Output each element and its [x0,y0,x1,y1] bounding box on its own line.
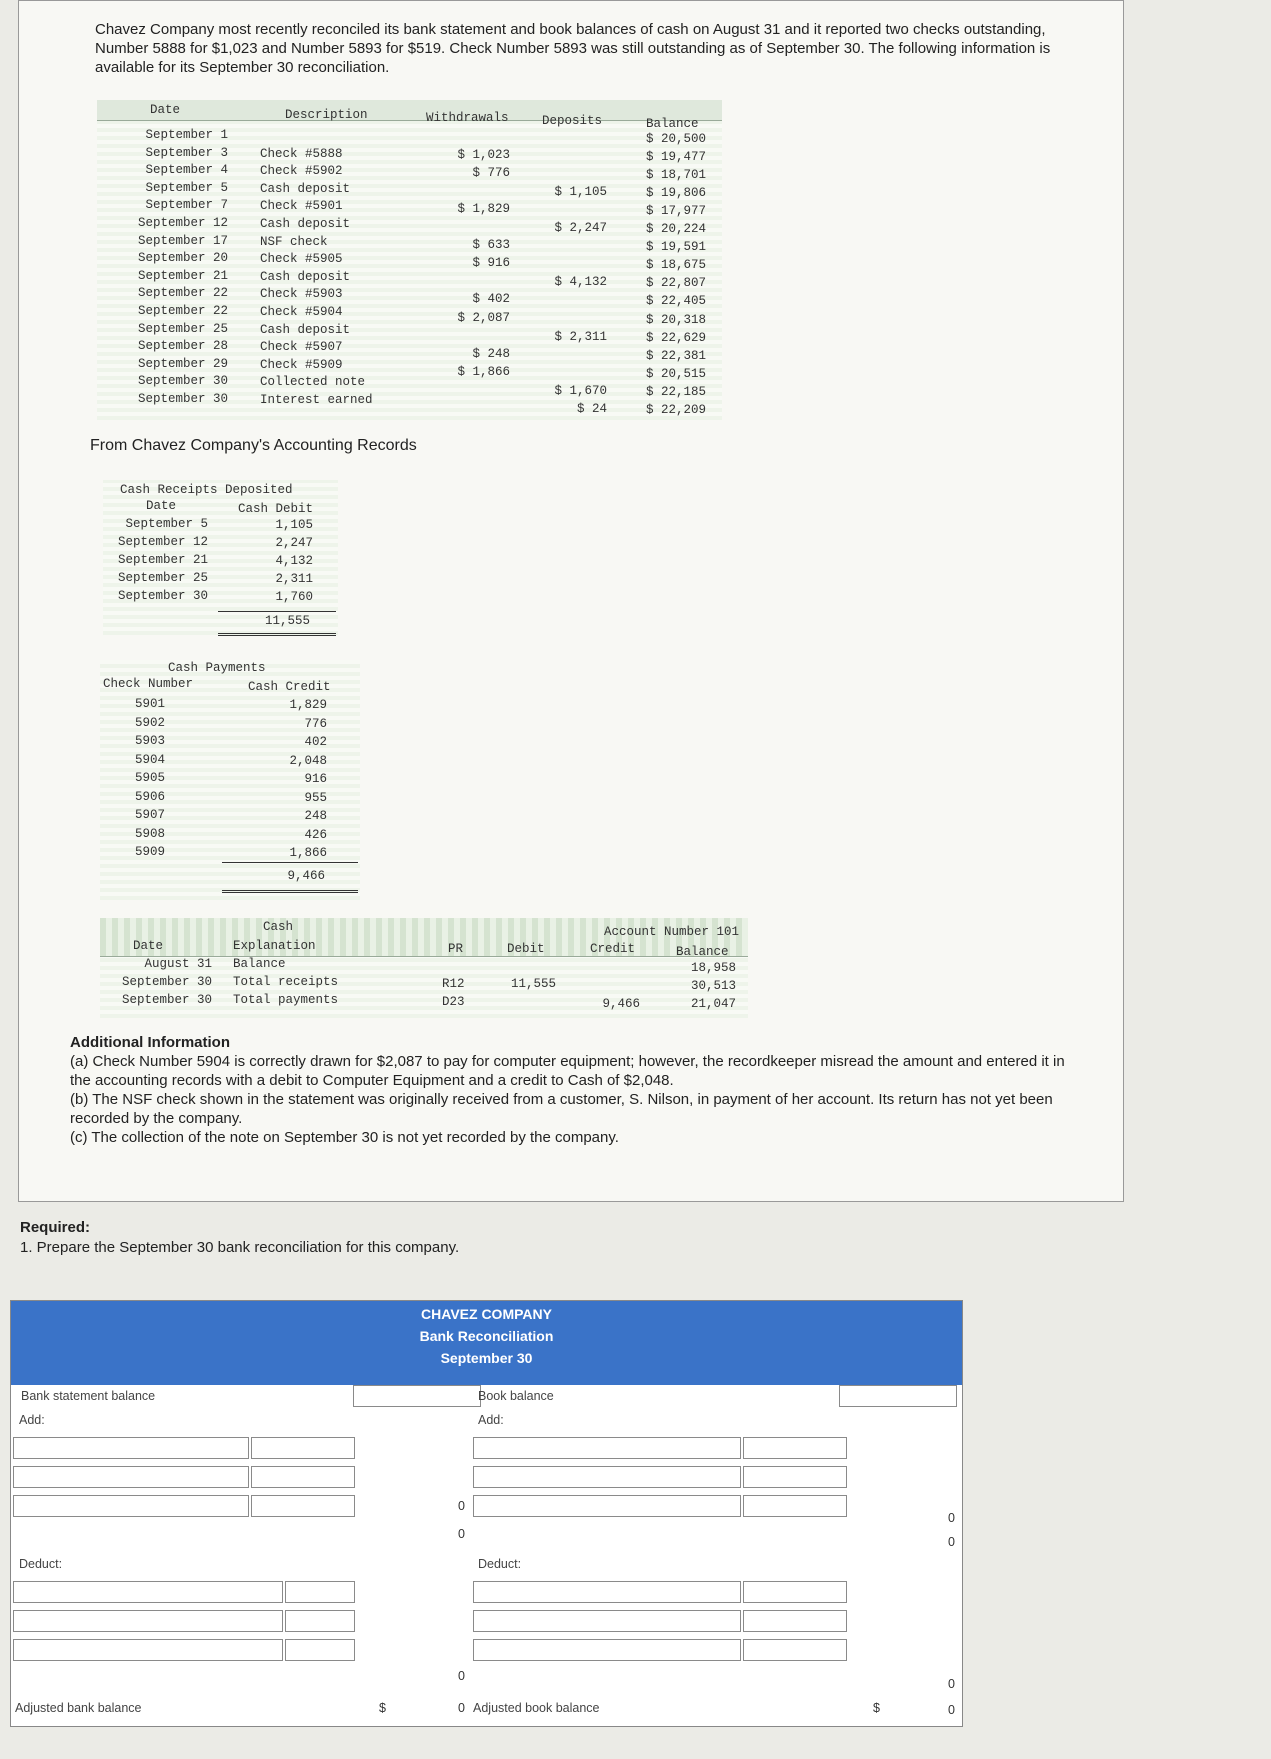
col-deposits: Deposits [542,114,603,128]
bank-statement-balance-input[interactable] [353,1385,481,1407]
bank-row-description: Cash deposit [260,181,351,196]
ledger-pr: D23 [442,995,465,1009]
payments-double-line [222,890,358,893]
ledger-balance: 18,958 [690,961,736,975]
bank-deduct-desc-3[interactable] [13,1639,283,1661]
bank-row-withdrawal: $ 916 [472,256,510,271]
book-add-subtotal: 0 [948,1511,955,1525]
bank-deduct-desc-2[interactable] [13,1610,283,1632]
payments-col-credit: Cash Credit [248,680,331,694]
bank-row-date: September 22 [137,286,228,301]
bank-row-withdrawal: $ 248 [472,346,510,361]
payments-title: Cash Payments [168,661,266,675]
adjusted-bank-dollar: $ [379,1701,386,1715]
bank-row-balance: $ 19,477 [646,150,707,165]
ledger-col-expl: Explanation [233,939,316,953]
bank-row-balance: $ 19,591 [646,240,707,255]
bank-row-withdrawal: $ 2,087 [457,310,510,325]
payments-col-check: Check Number [103,677,194,691]
bank-row-description: Cash deposit [260,269,351,284]
book-add-amt-3[interactable] [743,1495,847,1517]
payment-check-number: 5907 [135,808,166,822]
reconciliation-header [11,1301,962,1385]
additional-title: Additional Information [70,1034,230,1051]
ledger-explanation: Total receipts [233,975,339,989]
bank-statement-header [97,100,722,121]
payment-amount: 1,866 [289,846,327,860]
bank-row-description: Check #5907 [260,340,343,355]
bank-row-description: Cash deposit [260,217,351,231]
payment-check-number: 5905 [135,771,166,785]
intro-text: Chavez Company most recently reconciled its bank statement and book balances of cash on August 31 and it reported two checks outstanding, Number 5888 for $1,023 and Number 5893 for $519. Check Number 5893 was still outstanding as of September 30. The following information is available for its September 30 reconciliation. [95,21,1051,76]
book-add-amt-2[interactable] [743,1466,847,1488]
additional-information [70,1033,1080,1147]
bank-row-deposit: $ 1,105 [554,185,607,200]
bank-row-deposit: $ 1,670 [554,383,607,398]
receipts-double-line [218,633,336,636]
required-task: 1. Prepare the September 30 bank reconciliation for this company. [20,1239,460,1256]
bank-row-date: September 1 [145,128,228,142]
bank-row-balance: $ 22,209 [646,402,707,417]
bank-row-withdrawal: $ 402 [472,292,510,307]
bank-row-description: Check #5902 [260,164,343,179]
adjusted-book-balance-label: Adjusted book balance [473,1701,600,1715]
bank-deduct-amt-3[interactable] [285,1639,355,1661]
bank-add-desc-2[interactable] [13,1466,249,1488]
col-withdrawals: Withdrawals [426,111,509,125]
additional-a: (a) Check Number 5904 is correctly drawn for $2,087 to pay for computer equipment; however, the recordkeeper misread the amount and entered it in the accounting records with a debit to Computer Equipment and a credit to Cash of $2,048. [70,1053,1065,1089]
ledger-pr: R12 [442,977,465,991]
bank-row-description: Check #5888 [260,146,343,161]
bank-row-balance: $ 20,224 [646,222,707,237]
receipt-amount: 4,132 [275,554,313,568]
bank-row-date: September 30 [137,374,228,389]
required-section [20,1218,459,1258]
bank-row-date: September 25 [137,321,228,336]
book-deduct-desc-2[interactable] [473,1610,741,1632]
receipts-col-date: Date [146,499,177,513]
bank-row-balance: $ 22,405 [646,294,707,309]
records-title: From Chavez Company's Accounting Records [90,437,417,454]
additional-c: (c) The collection of the note on September 30 is not yet recorded by the company. [70,1129,619,1146]
receipt-date: September 5 [125,517,208,531]
payment-check-number: 5904 [135,752,166,767]
col-description: Description [285,108,368,122]
bank-row-description: Collected note [260,375,366,390]
ledger-debit: 11,555 [510,977,556,991]
payments-total: 9,466 [287,869,325,883]
bank-row-balance: $ 19,806 [646,186,707,201]
ledger-col-debit: Debit [507,942,545,956]
payment-check-number: 5908 [135,826,166,841]
bank-add-total: 0 [458,1527,465,1541]
book-add-label: Add: [478,1413,504,1427]
ledger-col-balance: Balance [676,945,729,959]
bank-statement-balance-label: Bank statement balance [21,1389,156,1403]
bank-row-description: Cash deposit [260,322,351,337]
bank-row-withdrawal: $ 1,829 [457,202,510,217]
bank-row-description: Check #5904 [260,305,343,319]
payment-amount: 426 [304,827,327,842]
book-balance-input[interactable] [839,1385,957,1407]
bank-row-deposit: $ 24 [576,401,607,416]
book-deduct-amt-2[interactable] [743,1610,847,1632]
bank-row-date: September 21 [137,268,228,283]
recon-date: September 30 [440,1350,533,1366]
bank-add-amt-1[interactable] [251,1437,355,1459]
bank-add-amt-2[interactable] [251,1466,355,1488]
col-balance: Balance [646,117,699,131]
payment-amount: 248 [304,809,327,823]
bank-row-balance: $ 20,500 [646,132,707,146]
bank-row-date: September 3 [145,145,228,160]
receipt-amount: 2,247 [275,536,313,550]
bank-deduct-amt-1[interactable] [285,1581,355,1603]
bank-row-description: Interest earned [260,393,373,407]
ledger-col-pr: PR [448,942,464,956]
bank-reconciliation-form [10,1300,963,1727]
payment-amount: 2,048 [289,753,327,768]
receipt-date: September 30 [117,589,208,603]
ledger-date: September 30 [121,975,212,989]
bank-deduct-label: Deduct: [19,1557,63,1571]
adjusted-bank-balance-value: 0 [458,1701,465,1715]
ledger-account: Account Number 101 [604,925,740,939]
col-date: Date [150,103,181,117]
payment-check-number: 5906 [135,789,166,804]
ledger-col-credit: Credit [590,942,636,956]
bank-deduct-total: 0 [458,1669,465,1683]
bank-row-date: September 4 [145,163,228,178]
bank-row-balance: $ 20,515 [646,366,707,381]
ledger-explanation: Balance [233,957,286,971]
receipts-col-debit: Cash Debit [238,502,314,516]
book-deduct-desc-1[interactable] [473,1581,741,1603]
bank-add-label: Add: [19,1413,45,1427]
book-add-total: 0 [948,1535,955,1549]
bank-row-date: September 17 [137,233,228,248]
payment-amount: 916 [304,772,327,786]
bank-row-balance: $ 22,807 [646,276,707,291]
bank-row-balance: $ 17,977 [646,204,707,219]
bank-row-balance: $ 18,701 [646,168,707,183]
receipts-title: Cash Receipts Deposited [120,483,293,497]
receipt-date: September 21 [117,553,208,567]
company-name: CHAVEZ COMPANY [421,1306,552,1322]
ledger-date: September 30 [121,993,212,1007]
payment-check-number: 5909 [135,845,166,859]
payments-total-line [222,862,358,863]
adjusted-bank-balance-label: Adjusted bank balance [15,1701,142,1715]
book-deduct-total: 0 [948,1677,955,1691]
bank-add-subtotal: 0 [458,1499,465,1513]
payment-amount: 1,829 [289,698,327,712]
bank-deduct-amt-2[interactable] [285,1610,355,1632]
recon-subtitle: Bank Reconciliation [419,1328,554,1344]
bank-row-description: Check #5901 [260,199,343,214]
payment-check-number: 5901 [135,697,166,711]
receipt-amount: 2,311 [275,572,313,586]
book-add-desc-1[interactable] [473,1437,741,1459]
receipt-date: September 12 [117,535,208,549]
bank-row-description: Check #5903 [260,287,343,302]
bank-row-deposit: $ 2,247 [554,221,607,236]
bank-row-date: September 5 [145,180,228,195]
ledger-balance: 21,047 [690,997,736,1011]
payment-amount: 776 [304,716,327,731]
book-deduct-desc-3[interactable] [473,1639,741,1661]
bank-deduct-desc-1[interactable] [13,1581,283,1603]
bank-row-deposit: $ 4,132 [554,275,607,290]
payment-check-number: 5903 [135,734,166,748]
bank-row-balance: $ 20,318 [646,312,707,327]
receipt-date: September 25 [117,571,208,585]
bank-row-withdrawal: $ 1,866 [457,364,510,379]
book-deduct-label: Deduct: [478,1557,522,1571]
ledger-balance: 30,513 [690,979,736,993]
payment-amount: 955 [304,790,327,805]
bank-row-description: Check #5909 [260,357,343,372]
ledger-title: Cash [263,920,294,934]
book-add-amt-1[interactable] [743,1437,847,1459]
bank-row-date: September 28 [137,339,228,354]
book-balance-label: Book balance [478,1389,554,1403]
bank-row-description: Check #5905 [260,252,343,267]
bank-row-withdrawal: $ 1,023 [457,148,510,163]
bank-row-withdrawal: $ 633 [472,238,510,253]
bank-row-date: September 20 [137,251,228,266]
bank-row-date: September 22 [137,304,228,318]
book-deduct-amt-3[interactable] [743,1639,847,1661]
bank-row-date: September 30 [137,392,228,406]
ledger-credit: 9,466 [602,997,640,1011]
ledger-date: August 31 [144,957,212,971]
required-title: Required: [20,1219,91,1236]
bank-row-date: September 7 [145,198,228,213]
bank-add-amt-3[interactable] [251,1495,355,1517]
bank-row-balance: $ 22,185 [646,384,707,399]
receipts-total: 11,555 [264,614,310,628]
bank-row-withdrawal: $ 776 [472,166,510,181]
additional-b: (b) The NSF check shown in the statement was originally received from a customer, S. Nilson, in payment of her account. Its return has not yet been recorded by the company. [70,1091,1053,1127]
bank-row-deposit: $ 2,311 [554,329,607,344]
receipts-total-line [218,611,336,612]
bank-row-balance: $ 22,381 [646,348,707,363]
payment-amount: 402 [304,735,327,749]
ledger-explanation: Total payments [233,993,339,1007]
receipt-amount: 1,760 [275,590,313,604]
book-add-desc-3[interactable] [473,1495,741,1517]
bank-add-desc-3[interactable] [13,1495,249,1517]
bank-row-balance: $ 18,675 [646,258,707,273]
book-deduct-amt-1[interactable] [743,1581,847,1603]
bank-add-desc-1[interactable] [13,1437,249,1459]
bank-row-date: September 29 [137,356,228,371]
receipt-amount: 1,105 [275,518,313,532]
ledger-col-date: Date [133,939,164,953]
adjusted-book-dollar: $ [873,1701,880,1715]
adjusted-book-balance-value: 0 [948,1703,955,1717]
bank-row-date: September 12 [137,216,228,230]
payment-check-number: 5902 [135,715,166,730]
book-add-desc-2[interactable] [473,1466,741,1488]
bank-row-balance: $ 22,629 [646,330,707,345]
bank-row-description: NSF check [260,234,328,249]
